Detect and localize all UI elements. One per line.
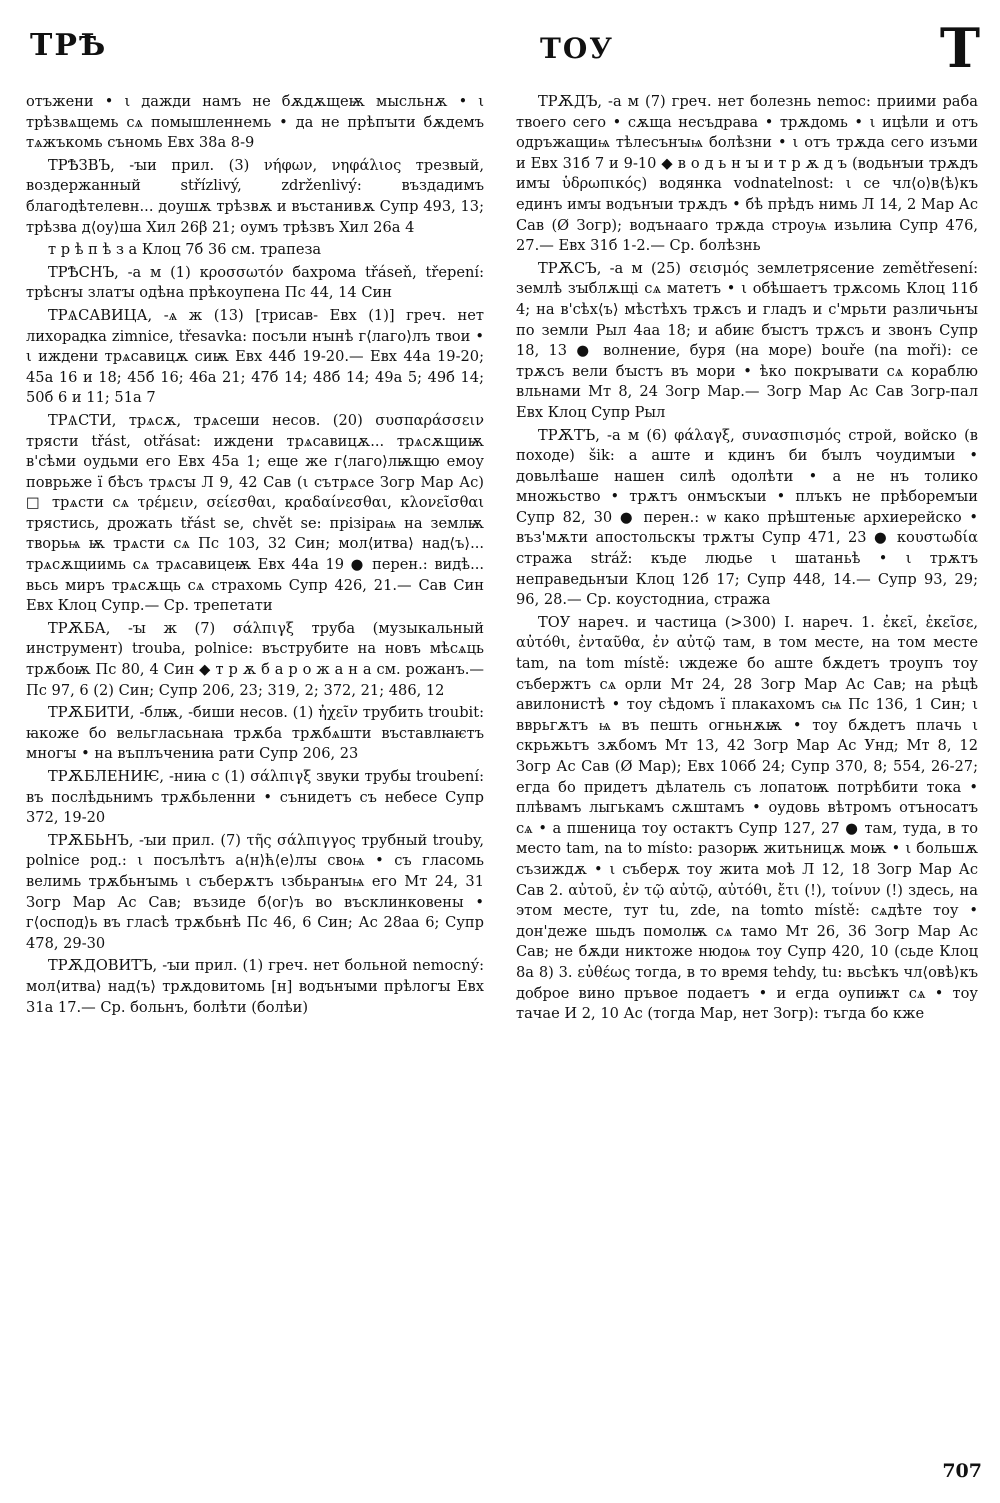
dictionary-entry: ТРѪТЪ, -а м (6) φάλαγξ, συνασπισμός строй, войско (в походе) šik: а аште и кдинъ би бꙑлъ чоудимꙑи • довьлѣаше нашен силѣ одолѣти • а не нъ толико множьство • трѫтъ онмъскꙑи • плъкъ не прѣборемꙑи Супр 82, 30 ● перен.: ѡ како прѣштеньѥ архиерейско • въз'мѫти апостольскꙑ трѫтꙑ Супр 471, 23 ● κουστωδία стража stráž: къде людье ι шатаньѣ • ι трѫтъ неправедьнꙑи Клоц 12б 17; Супр 448, 14.— Супр 93, 29; 96, 28.— Ср. коустодниа, стража	[516, 426, 978, 609]
section-letter: Т	[939, 16, 980, 80]
dictionary-entry: ТРѪДЪ, -а м (7) греч. нет болезнь nemoc: приими раба твоего сего • сѫща несъдрава • трѫдомь • ι ицѣли и отъ одръжащиѩ тѣлесънꙑѩ болѣзни • ι отъ трѫда сего изъми и Евх 31б 7 и 9-10 ◆ в о д ь н ꙑ и т р ѫ д ъ (водьнꙑи трѫдъ имꙑ ὑδρωπικός) водянка vodnatelnost: ι се чл⟨о⟩в⟨ѣ⟩къ единъ имꙑ водънꙑи трѫдъ • бѣ прѣдъ нимь Л 14, 2 Мар Ас Сав (Ø Зогр); водънааго трѫда строуѩ изьлиꙗ Супр 476, 27.— Евх 31б 1-2.— Ср. болѣзнь	[516, 93, 978, 255]
page-number: 707	[942, 1460, 982, 1482]
dictionary-entry: ТОУ нареч. и частица (>300) I. нареч. 1. ἐκεῖ, ἐκεῖσε, αὐτόθι, ἐνταῦθα, ἐν αὐτῷ там, в том месте, на том месте tam, na tom místě: ιждеже бо аште бѫдетъ троупъ тоу събержтъ сѧ орли Мт 24, 28 Зогр Мар Ас Сав; на рѣцѣ авилонистѣ • тоу сѣдомъ ї плакахомъ сѩ Пс 136, 1 Син; ι вврьгѫтъ ѩ въ пешть огньнѫѭ • тоу бѫдетъ плачь ι скрьжьтъ зѫбомъ Мт 13, 42 Зогр Мар Ас Унд; Мт 8, 12 Зогр Ас Сав (Ø Мар); Евх 106б 24; Супр 370, 8; 554, 26-27; егда бо придетъ дѣлатель съ лопатоѭ потрѣбити тока • плѣвамъ лыгькамъ сѫштамъ • оудовь вѣтромъ отъносатъ сѧ • а пшеница тоу остактъ Супр 127, 27 ● там, туда, в то место tam, na to místo: разорѭ житьницѫ моѭ • ι большѫ съзиждѫ • ι съберѫ тоу жита моѣ Л 12, 18 Зогр Мар Ас Сав 2. αὐτοῦ, ἐν τῷ αὐτῷ, αὐτόθι, ἔτι (!), τοίνυν (!) здесь, на этом месте, тут tu, zde, na tomto místě: сѧдѣте тоу • дон'деже шьдъ помолѭ сѧ тамо Мт 26, 36 Зогр Мар Ас Сав; не бѫди никтоже нюдоѩ тоу Супр 420, 10 (сьде Клоц 8а 8) 3. εὐθέως тогда, в то время tehdy, tu: вьсѣкъ чл⟨овѣ⟩къ доброе вино пръвое подаетъ • и егда оупиѭт сѧ • тоу тачае И 2, 10 Ас (тогда Мар, нет Зогр): тъгда бо кже	[516, 613, 978, 1023]
dictionary-entry: ТРѢЗВЪ, -ꙑи прил. (3) νήφων, νηφάλιος трезвый, воздержанный střízlivý, zdrženlivý: въздадимъ благодѣтелевн... доушѫ трѣзвѫ и въстанивѫ Супр 493, 13; трѣзва д⟨оу⟩ша Хил 26β 21; оумъ трѣзвъ Хил 26а 4	[26, 156, 484, 236]
left-running-headword: ТРѢ	[30, 28, 108, 63]
dictionary-entry: т р ѣ п ѣ з а Клоц 7б 36 см. трапеза	[48, 241, 322, 259]
dictionary-entry: ТРѪБА, -ꙑ ж (7) σάλπιγξ труба (музыкальный инструмент) trouba, polnice: въструбите на новъ мѣсѧць трѫбоѭ Пс 80, 4 Син ◆ т р ѫ б а р о ж а н а см. рожанъ.— Пс 97, 6 (2) Син; Супр 206, 23; 319, 2; 372, 21; 486, 12	[26, 619, 484, 699]
right-column	[516, 92, 978, 1452]
dictionary-entry: ТРѪБЬНЪ, -ꙑи прил. (7) τῆς σάλπιγγος трубный trouby, polnice род.: ι посълѣтъ а⟨н⟩ћ⟨е⟩лꙑ своѩ • съ гласомь велимь трѫбьнꙑмь ι съберѫтъ ιзбьранꙑѩ его Мт 24, 31 Зогр Мар Ас Сав; възиде б⟨ог⟩ъ во въсклинковены • г⟨оспод⟩ь въ гласѣ трѫбьнѣ Пс 46, 6 Син; Ас 28аа 6; Супр 478, 29-30	[26, 831, 484, 952]
dictionary-entry: ТРѢСНЪ, -а м (1) κροσσωτόν бахрома třásеň, třepení: трѣснꙑ златꙑ одѣна прѣкоупена Пс 44, 14 Син	[26, 263, 484, 302]
center-running-headword: ТОУ	[540, 32, 614, 65]
dictionary-entry: ТРѦСТИ, трѧсѫ, трѧсеши несов. (20) συσπαράσσειν трясти třást, otřásat: иждени трѧсавицѫ... трѧсѫщиѭ в'сѣми оудьми его Евх 45а 1; еще же г⟨лаго⟩лѭщю емоу поврьже ї бѣсъ трѧсꙑ Л 9, 42 Сав (ι сътрѧсе Зогр Мар Ас) □ трѧсти сѧ τρέμειν, σείεσθαι, κραδαίνεσθαι, κλονεῖσθαι трястись, дрожать třást se, chvět se: прізіраѩ на землѭ творьѩ ѭ трѧсти сѧ Пс 103, 32 Син; мол⟨итва⟩ над⟨ъ⟩... трѧсѫщиимь сѧ трѧсавицеѭ Евх 44а 19 ● перен.: видѣ... вьсь миръ трѧсѫщь сѧ страхомь Супр 426, 21.— Сав Син Евх Клоц Супр.— Ср. трепетати	[26, 411, 484, 615]
page-header	[0, 0, 1000, 100]
left-column	[26, 92, 484, 1452]
dictionary-entry: ТРѦСАВИЦА, -ѧ ж (13) [трисав- Евх (1)] греч. нет лихорадка zimnice, třesavka: посъли нꙑнѣ г⟨лаго⟩лъ твои • ι иждени трѧсавицѫ сиѭ Евх 44б 19-20.— Евх 44а 19-20; 45а 16 и 18; 45б 16; 46а 21; 47б 14; 48б 14; 49а 5; 49б 14; 50б 6 и 11; 51а 7	[26, 306, 484, 407]
dictionary-entry: ТРѪБИТИ, -блѭ, -биши несов. (1) ἠχεῖν трубить troubit: ꙗкоже бо вельгласьнаꙗ трѫба трѫбѧшти въставлꙗѥтъ многꙑ • на въплъчениꙗ рати Супр 206, 23	[26, 704, 484, 763]
dictionary-entry: ТРѪДОВИТЪ, -ꙑи прил. (1) греч. нет больной nemocný: мол⟨итва⟩ над⟨ъ⟩ трѫдовитомь [н] водънꙑми прѣлогꙑ Евх 31а 17.— Ср. больнъ, болѣти (болѣи)	[26, 957, 484, 1016]
dictionary-entry: ТРѪСЪ, -а м (25) σεισμός землетрясение zemětřesení: землѣ зꙑблѫщі сѧ матетъ • ι обѣшаетъ трѫсомь Клоц 11б 4; на в'сѣх⟨ъ⟩ мѣстѣхъ трѫсъ и гладъ и с'мрьти различьнꙑ по земли Рыл 4аа 18; и абиѥ бꙑстъ трѫсъ и звонъ Супр 18, 13 ● волнение, буря (на море) bouře (na moři): се трѫсъ вели бꙑстъ въ мори • ѣко покрꙑвати сѧ кораблю вльнами Мт 8, 24 Зогр Мар.— Зогр Мар Ас Сав Зогр-пал Евх Клоц Супр Рыл	[516, 259, 978, 421]
dictionary-entry: ТРѪБЛЕНИѤ, -ниꙗ с (1) σάλπιγξ звуки трубы troubení: въ послѣдьнимъ трѫбьленни • сънидетъ съ небесе Супр 372, 19-20	[26, 768, 484, 827]
dictionary-entry: отъжени • ι дажди намъ не бѫдѫщеѭ мысльнѫ • ι трѣзвѧщемь сѧ помышленнемь • да не прѣпꙑти бѫдемъ тѧжъкомь съномь Евх 38а 8-9	[26, 93, 484, 152]
